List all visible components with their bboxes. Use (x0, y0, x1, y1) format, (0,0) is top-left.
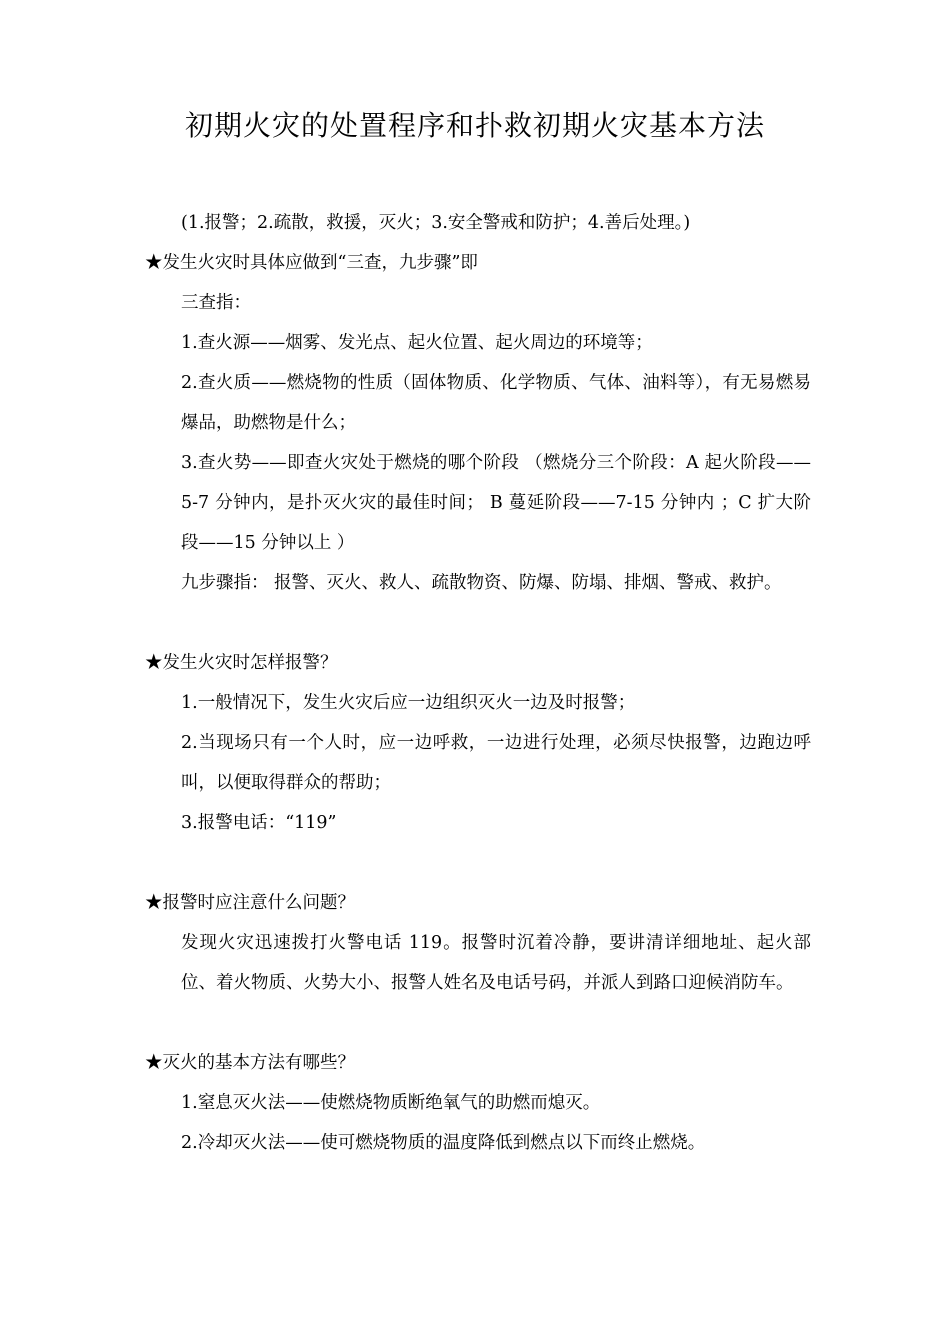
method-cooling: 2.冷却灭火法——使可燃烧物质的温度降低到燃点以下而终止燃烧。 (181, 1133, 706, 1153)
section-heading-report-notes: ★报警时应注意什么问题？ (145, 893, 355, 913)
method-smothering: 1.窒息灭火法——使燃烧物质断绝氧气的助燃而熄灭。 (181, 1093, 601, 1113)
spacer (145, 1003, 811, 1043)
spacer (145, 603, 811, 643)
three-checks-label: 三查指： (181, 293, 251, 313)
check-fire-stage: 3.查火势——即查火灾处于燃烧的哪个阶段 （燃烧分三个阶段：A 起火阶段——5-7 分钟内，是扑灭火灾的最佳时间； B 蔓延阶段——7-15 分钟内 ；C 扩大阶段——15 分钟以上 ） (181, 453, 811, 553)
document-body (145, 203, 811, 1163)
section-heading-how-to-report: ★发生火灾时怎样报警？ (145, 653, 338, 673)
document-title: 初期火灾的处置程序和扑救初期火灾基本方法 (184, 109, 765, 142)
section-heading-three-checks: ★发生火灾时具体应做到“三查，九步骤”即 (145, 253, 478, 273)
report-step-3: 3.报警电话：“119” (181, 813, 337, 833)
nine-steps: 九步骤指： 报警、灭火、救人、疏散物资、防爆、防塌、排烟、警戒、救护。 (181, 573, 782, 593)
check-fire-material: 2.查火质——燃烧物的性质（固体物质、化学物质、气体、油料等），有无易燃易爆品，助燃物是什么； (181, 373, 811, 433)
report-step-1: 1.一般情况下，发生火灾后应一边组织灭火一边及时报警； (181, 693, 636, 713)
report-step-2: 2.当现场只有一个人时，应一边呼救，一边进行处理，必须尽快报警，边跑边呼叫，以便取得群众的帮助； (181, 733, 811, 793)
section-heading-extinguish-methods: ★灭火的基本方法有哪些？ (145, 1053, 355, 1073)
report-notes-paragraph: 发现火灾迅速拨打火警电话 119。报警时沉着冷静，要讲清详细地址、起火部位、着火物质、火势大小、报警人姓名及电话号码，并派人到路口迎候消防车。 (181, 933, 811, 993)
summary-paragraph: (1.报警；2.疏散，救援，灭火；3.安全警戒和防护；4.善后处理。) (181, 213, 691, 233)
check-fire-source: 1.查火源——烟雾、发光点、起火位置、起火周边的环境等； (181, 333, 653, 353)
spacer (145, 843, 811, 883)
